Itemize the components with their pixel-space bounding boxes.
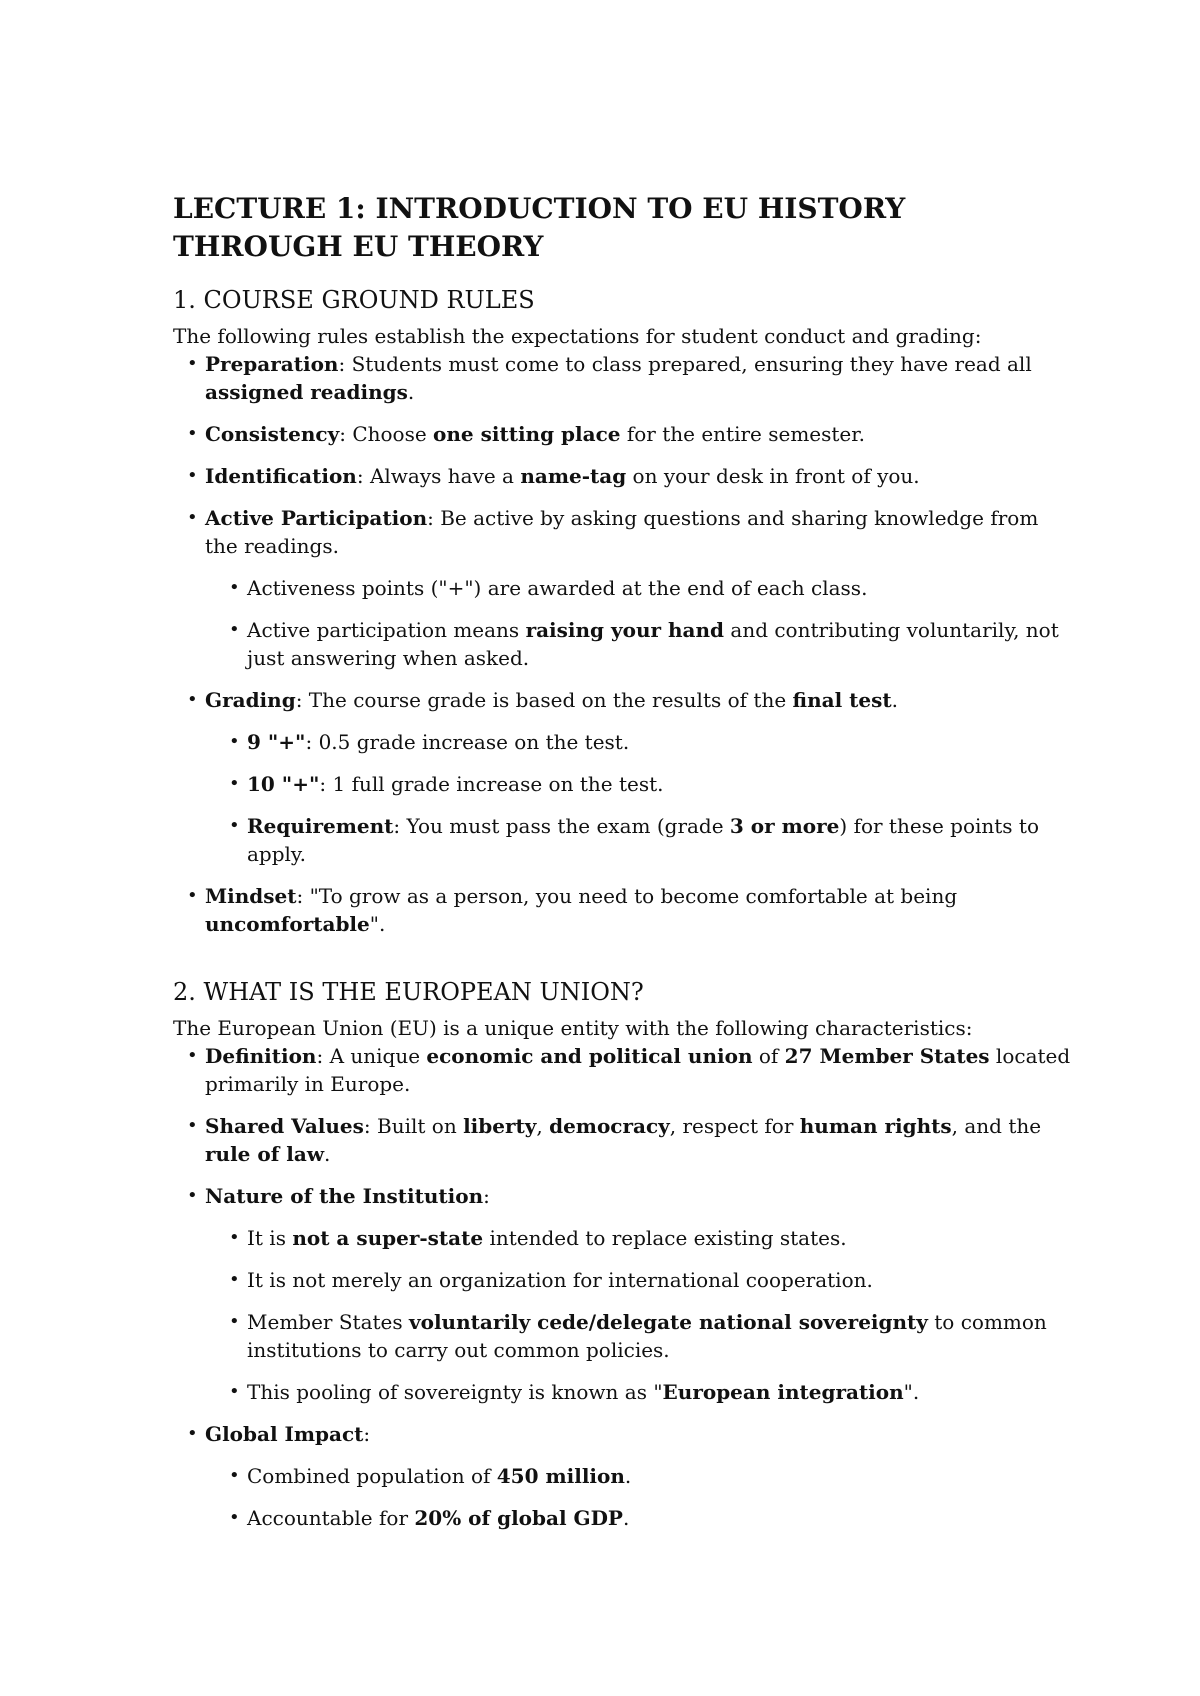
item-text: Combined population of: [247, 1464, 497, 1488]
item-text: .: [622, 1506, 630, 1530]
bold-text: 20% of global GDP: [414, 1506, 623, 1530]
bullet-item: [173, 350, 1073, 406]
item-text: ) for these points to apply.: [247, 814, 1039, 866]
bullet-item: [173, 1042, 1073, 1098]
bullet-item: [173, 462, 1073, 490]
bold-text: raising your hand: [525, 618, 725, 642]
item-text: on your desk in front of you.: [626, 464, 920, 488]
item-text: to common institutions to carry out common policies.: [247, 1310, 1047, 1362]
sub-bullet-item: [173, 1378, 1073, 1406]
item-text: ".: [903, 1380, 920, 1404]
item-text: It is not merely an organization for international cooperation.: [247, 1268, 873, 1292]
item-text: Member States: [247, 1310, 409, 1334]
sub-bullet-item: [173, 1308, 1073, 1364]
sub-bullet-item: [173, 812, 1073, 868]
item-text: Activeness points ("+") are awarded at the end of each class.: [247, 576, 868, 600]
sub-bullet-item: [173, 1462, 1073, 1490]
bold-text: economic and political union: [426, 1044, 753, 1068]
bold-text: Global Impact: [205, 1422, 364, 1446]
item-text: : The course grade is based on the results of the: [295, 688, 793, 712]
bold-text: name-tag: [520, 464, 627, 488]
item-text: :: [483, 1184, 490, 1208]
item-text: : Students must come to class prepared, ensuring they have read all: [338, 352, 1032, 376]
bold-text: uncomfortable: [205, 912, 370, 936]
sub-bullet-item: [173, 616, 1073, 672]
item-text: , respect for: [669, 1114, 800, 1138]
item-text: :: [363, 1422, 371, 1446]
bold-text: Nature of the Institution: [205, 1184, 484, 1208]
bold-text: Shared Values: [205, 1114, 364, 1138]
item-text: : Choose: [339, 422, 434, 446]
item-text: : 0.5 grade increase on the test.: [305, 730, 630, 754]
item-text: .: [324, 1142, 331, 1166]
bold-text: liberty: [463, 1114, 537, 1138]
bold-text: 9 "+": [247, 730, 306, 754]
bullet-item: [173, 504, 1073, 560]
item-text: .: [624, 1464, 632, 1488]
ground-rules-list: [173, 350, 1073, 938]
section-intro-what-is-eu: The European Union (EU) is a unique entity with the following characteristics:: [173, 1016, 973, 1040]
bold-text: 3 or more: [729, 814, 840, 838]
item-text: and contributing voluntarily, not just answering when asked.: [247, 618, 1059, 670]
bold-text: Definition: [205, 1044, 317, 1068]
item-text: : You must pass the exam (grade: [393, 814, 730, 838]
bold-text: Active Participation: [205, 506, 428, 530]
bold-text: Preparation: [205, 352, 339, 376]
bold-text: final test: [792, 688, 892, 712]
bold-text: one sitting place: [433, 422, 621, 446]
sub-bullet-item: [173, 1224, 1073, 1252]
item-text: , and the: [951, 1114, 1042, 1138]
item-text: : Built on: [363, 1114, 464, 1138]
bold-text: Mindset: [205, 884, 297, 908]
eu-characteristics-list: [173, 1042, 1073, 1532]
bullet-item: [173, 1182, 1073, 1210]
item-text: : Be active by asking questions and sharing knowledge from the readings.: [205, 506, 1039, 558]
bold-text: 27 Member States: [784, 1044, 990, 1068]
bullet-item: [173, 1112, 1073, 1168]
sub-bullet-item: [173, 1266, 1073, 1294]
item-text: .: [407, 380, 415, 404]
item-text: intended to replace existing states.: [483, 1226, 847, 1250]
item-text: for the entire semester.: [620, 422, 865, 446]
bold-text: Consistency: [205, 422, 340, 446]
item-text: It is: [247, 1226, 293, 1250]
sub-bullet-item: [173, 728, 1073, 756]
item-text: ".: [369, 912, 386, 936]
bold-text: democracy: [549, 1114, 670, 1138]
bold-text: not a super-state: [292, 1226, 484, 1250]
sub-bullet-item: [173, 574, 1073, 602]
item-text: located primarily in Europe.: [205, 1044, 1071, 1096]
bold-text: rule of law: [205, 1142, 325, 1166]
document-body: [173, 190, 1073, 1546]
item-text: .: [891, 688, 898, 712]
item-text: : A unique: [316, 1044, 427, 1068]
bold-text: voluntarily cede/delegate national sovereignty: [409, 1310, 928, 1334]
item-text: : 1 full grade increase on the test.: [319, 772, 664, 796]
bold-text: human rights: [799, 1114, 952, 1138]
bullet-item: [173, 882, 1073, 938]
item-text: : Always have a: [356, 464, 521, 488]
bullet-item: [173, 420, 1073, 448]
bullet-item: [173, 1420, 1073, 1448]
bold-text: 10 "+": [247, 772, 320, 796]
bold-text: Identification: [205, 464, 357, 488]
item-text: of: [752, 1044, 785, 1068]
bold-text: European integration: [662, 1380, 904, 1404]
bullet-item: [173, 686, 1073, 714]
bold-text: 450 million: [496, 1464, 625, 1488]
section-heading-ground-rules: 1. COURSE GROUND RULES: [173, 286, 535, 314]
section-heading-what-is-eu: 2. WHAT IS THE EUROPEAN UNION?: [173, 978, 644, 1006]
sub-bullet-item: [173, 770, 1073, 798]
item-text: Active participation means: [247, 618, 526, 642]
item-text: Accountable for: [247, 1506, 415, 1530]
item-text: This pooling of sovereignty is known as ": [247, 1380, 663, 1404]
section-intro-ground-rules: The following rules establish the expectations for student conduct and grading:: [173, 324, 982, 348]
lecture-title: LECTURE 1: INTRODUCTION TO EU HISTORY THROUGH EU THEORY: [173, 192, 906, 263]
bold-text: Grading: [205, 688, 296, 712]
bold-text: assigned readings: [205, 380, 408, 404]
item-text: ,: [536, 1114, 550, 1138]
sub-bullet-item: [173, 1504, 1073, 1532]
bold-text: Requirement: [247, 814, 394, 838]
item-text: : "To grow as a person, you need to become comfortable at being: [296, 884, 958, 908]
